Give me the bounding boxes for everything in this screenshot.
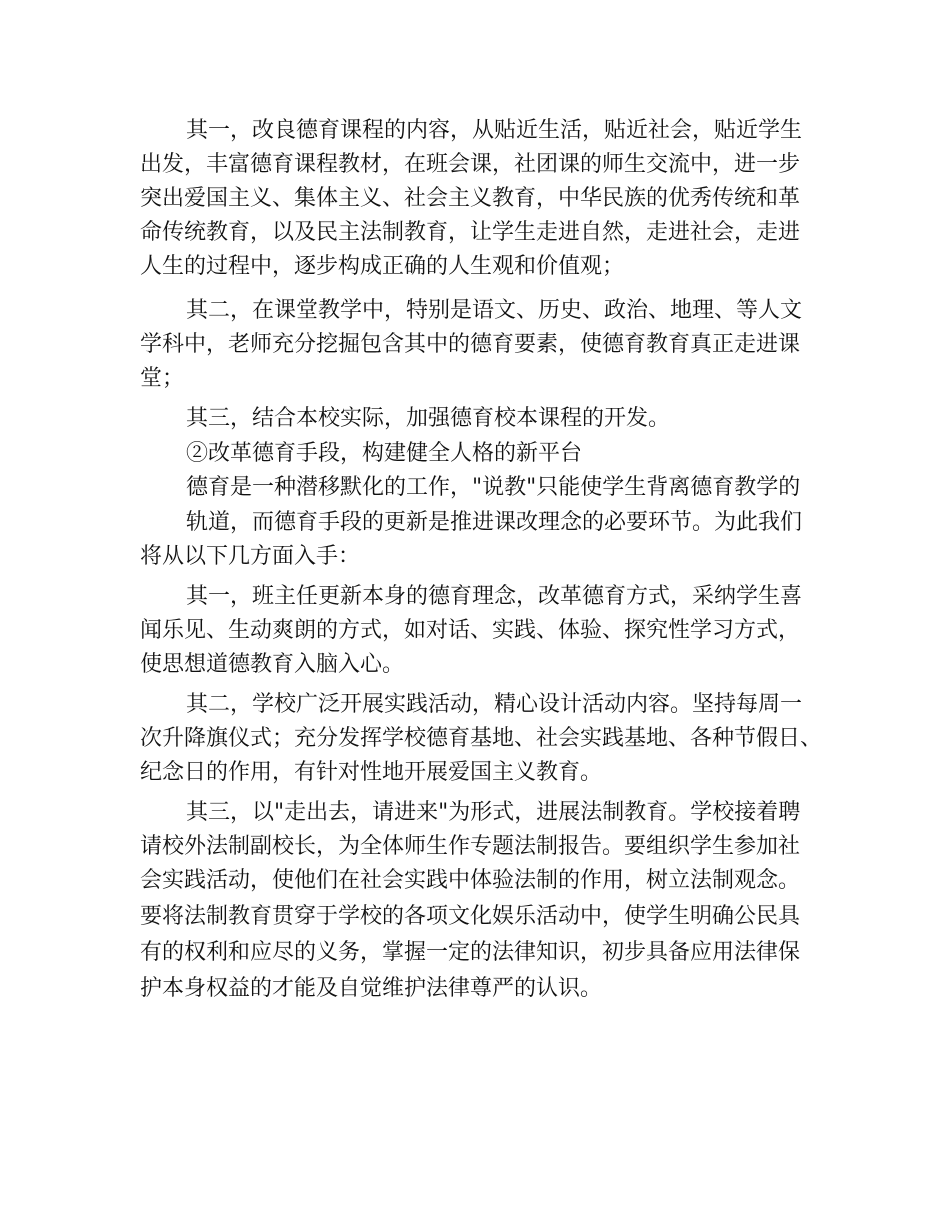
text-line: 闻乐见、生动爽朗的方式，如对话、实践、体验、探究性学习方式， [140, 618, 801, 643]
text-line: 命传统教育，以及民主法制教育，让学生走进自然，走进社会，走进 [140, 220, 801, 245]
text-line: 其二，学校广泛开展实践活动，精心设计活动内容。坚持每周一 [186, 692, 803, 717]
text-line: 护本身权益的才能及自觉维护法律尊严的认识。 [140, 976, 603, 1001]
text-line: 要将法制教育贯穿于学校的各项文化娱乐活动中，使学生明确公民具 [140, 904, 801, 929]
text-line: 突出爱国主义、集体主义、社会主义教育，中华民族的优秀传统和革 [140, 186, 801, 211]
text-line: 出发，丰富德育课程教材，在班会课，社团课的师生交流中，进一步 [140, 152, 801, 177]
text-line: 将从以下几方面入手： [140, 544, 361, 569]
text-line: 有的权利和应尽的义务，掌握一定的法律知识，初步具备应用法律保 [140, 940, 801, 965]
text-line: 其三，以"走出去，请进来"为形式，进展法制教育。学校接着聘 [186, 800, 801, 825]
text-line: 请校外法制副校长，为全体师生作专题法制报告。要组织学生参加社 [140, 834, 801, 859]
text-line: 轨道，而德育手段的更新是推进课改理念的必要环节。为此我们 [186, 510, 803, 535]
text-line: 会实践活动，使他们在社会实践中体验法制的作用，树立法制观念。 [140, 868, 801, 893]
text-line: 德育是一种潜移默化的工作，"说教"只能使学生背离德育教学的 [186, 475, 801, 500]
text-line: 其二，在课堂教学中，特别是语文、历史、政治、地理、等人文 [186, 298, 803, 323]
text-line: 其一，改良德育课程的内容，从贴近生活，贴近社会，贴近学生 [186, 118, 803, 143]
text-line: 其三，结合本校实际，加强德育校本课程的开发。 [186, 406, 671, 431]
text-line: 学科中，老师充分挖掘包含其中的德育要素，使德育教育真正走进课 [140, 332, 801, 357]
text-line: 纪念日的作用，有针对性地开展爱国主义教育。 [140, 760, 603, 785]
text-line: 堂； [140, 366, 185, 391]
text-line: 使思想道德教育入脑入心。 [140, 652, 405, 677]
text-line: 其一，班主任更新本身的德育理念，改革德育方式，采纳学生喜 [186, 584, 803, 609]
text-line: 人生的过程中，逐步构成正确的人生观和价值观； [140, 254, 625, 279]
text-line: 次升降旗仪式；充分发挥学校德育基地、社会实践基地、各种节假日、 [140, 726, 823, 751]
section-heading: ②改革德育手段，构建健全人格的新平台 [186, 441, 583, 466]
